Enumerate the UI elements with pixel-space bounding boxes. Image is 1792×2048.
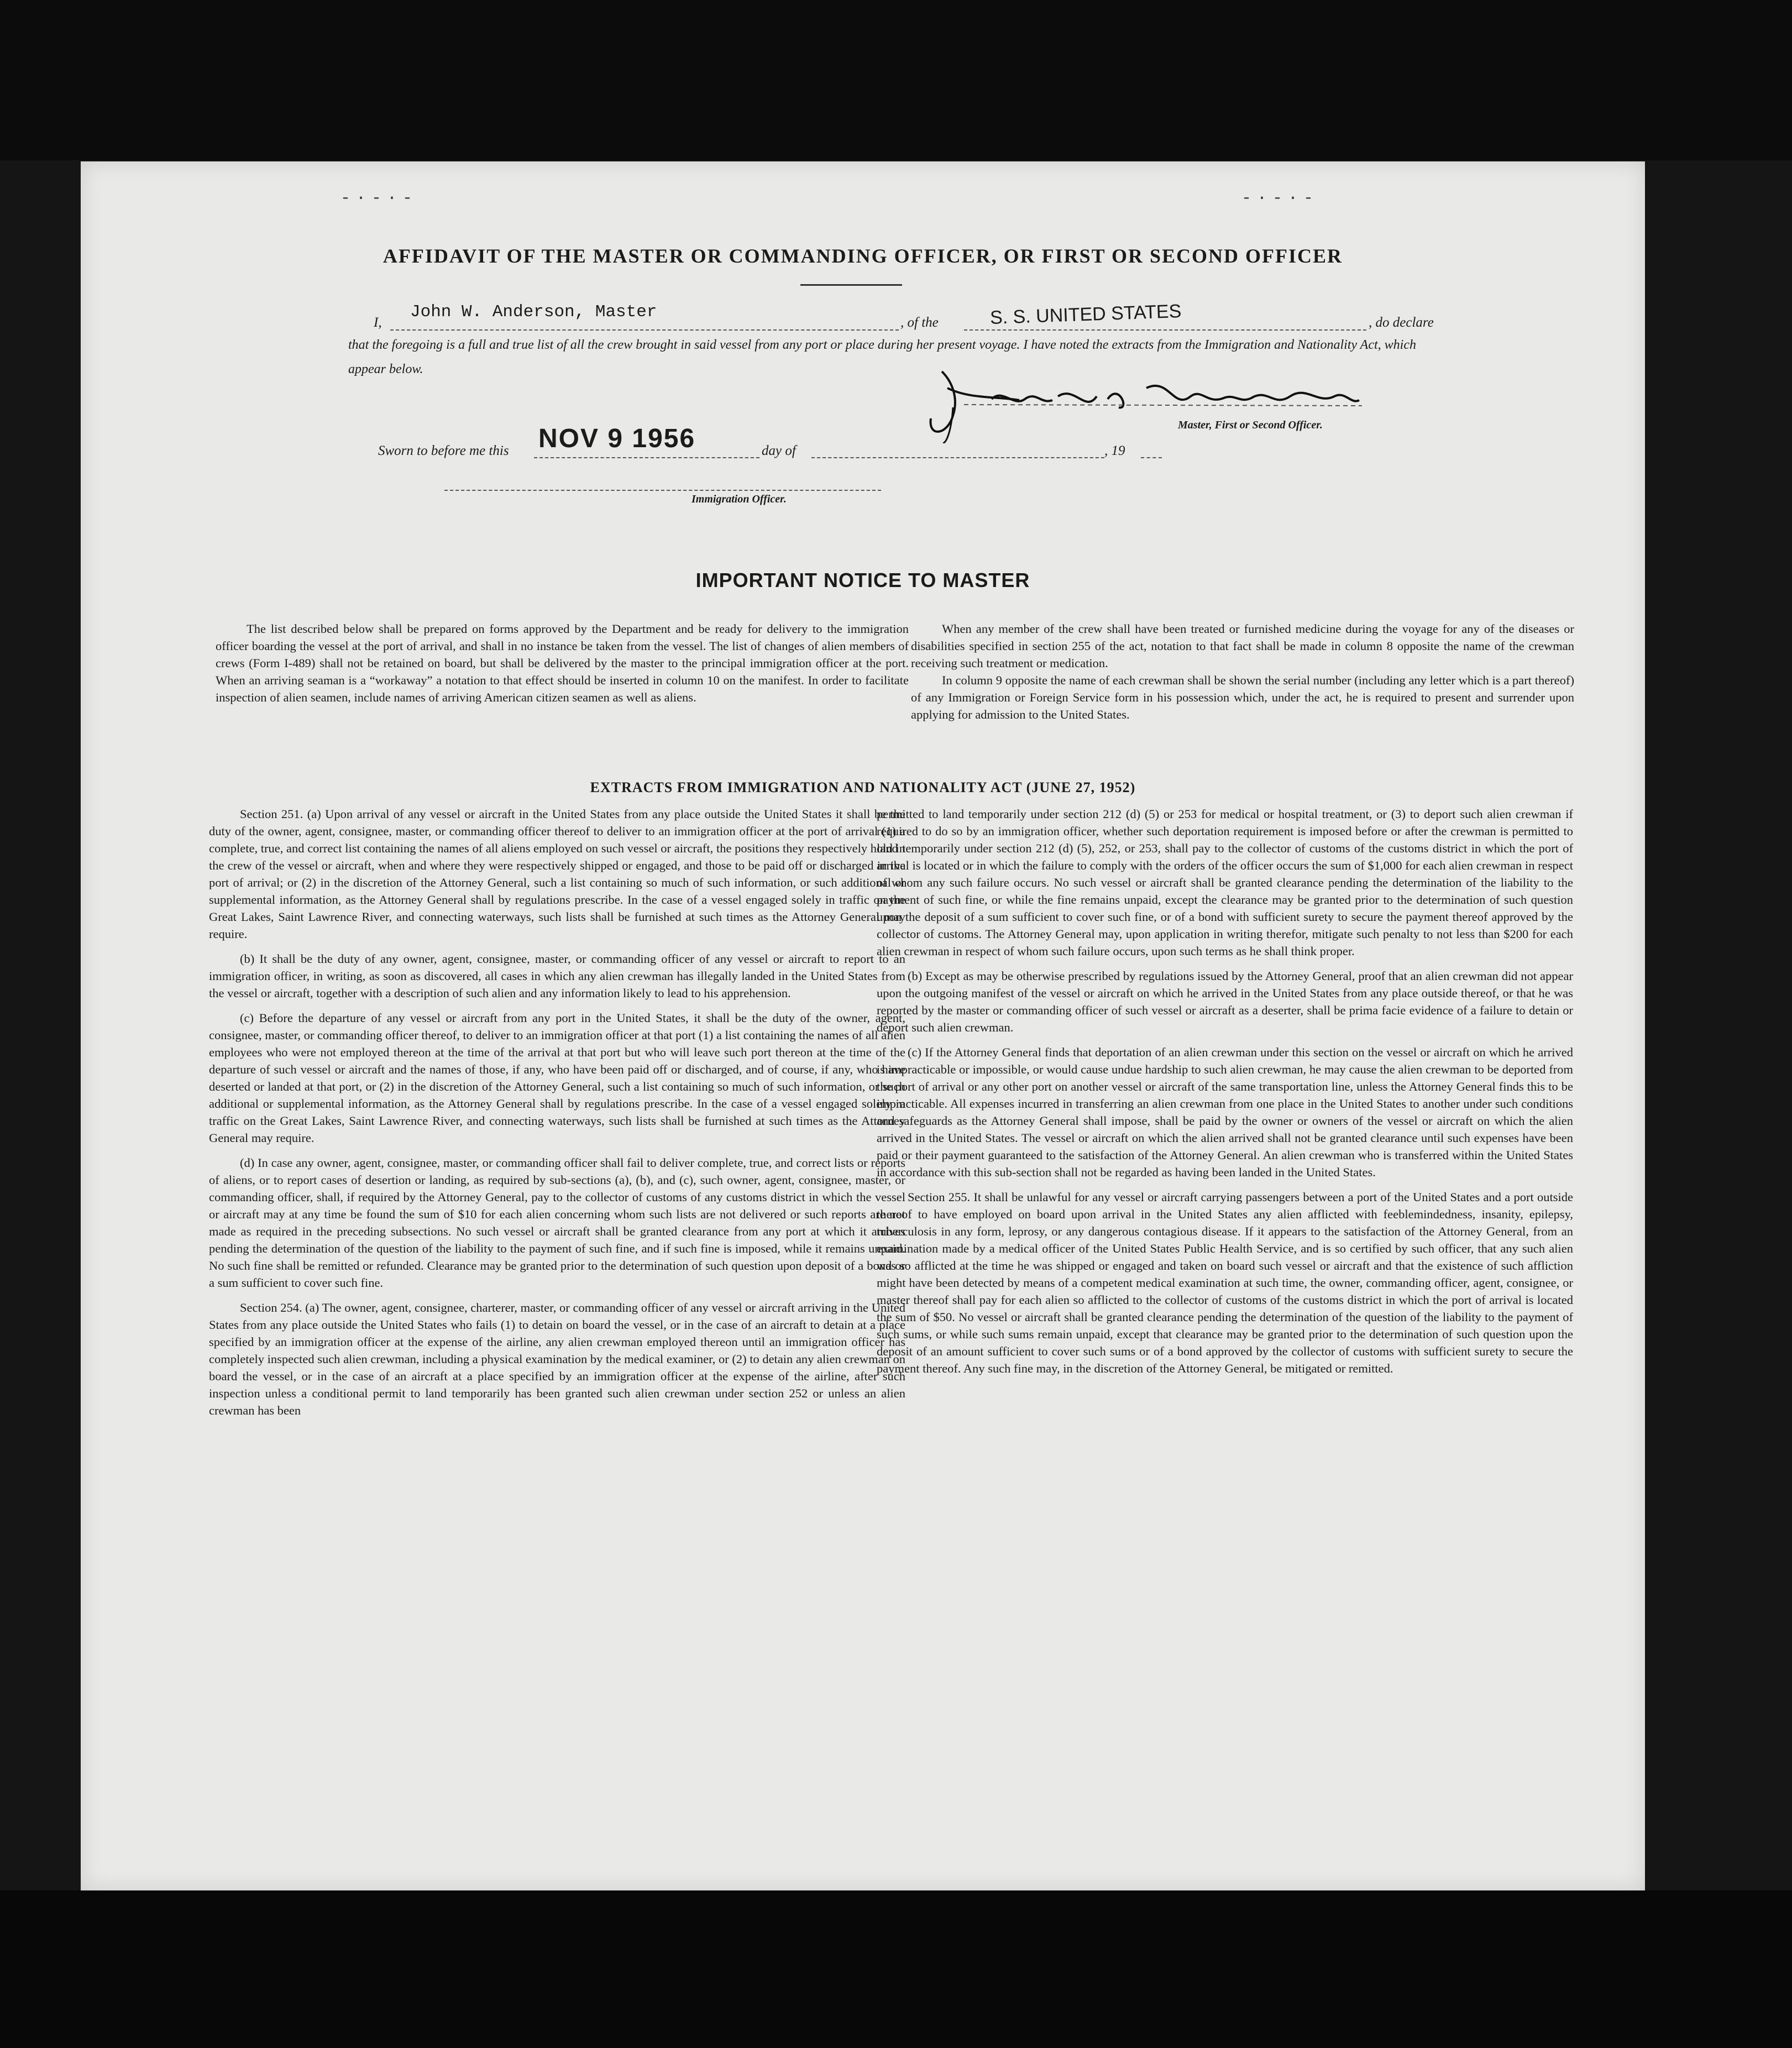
section-251-b: (b) It shall be the duty of any owner, agent, consignee, master, or commanding officer of any vessel or aircraft to report to an immigration officer, in writing, as soon as discovered, all cases in which any alien crewman has illegally landed in the United States from the vessel or aircraft, together with a description of such alien and any information likely to lead to his apprehension. (209, 952, 905, 1000)
notice-paragraph: The list described below shall be prepared on forms approved by the Department and be ready for delivery to the immigration officer boarding the vessel at the port of arrival, and shall in no instance be taken from the vessel. The list of changes of alien members of crews (Form I-489) shall not be retained on board, but shall be delivered by the master to the principal immigration officer at the port. When an arriving seaman is a “workaway” a notation to that effect should be inserted in column 10 on the manifest. In order to facilitate inspection of alien seamen, include names of arriving American citizen seamen as well as aliens. (216, 622, 909, 704)
notice-title: IMPORTANT NOTICE TO MASTER (695, 569, 1030, 591)
year-fill-line (1141, 457, 1162, 458)
section-254-c: (c) If the Attorney General finds that deportation of an alien crewman under this section on the vessel or aircraft on which he arrived is impracticable or impossible, or would cause undue hardship to such alien crewman, he may cause the alien crewman to be deported from the port of arrival or any other port on another vessel or aircraft of the same transportation line, unless the Attorney General finds this to be impracticable. All expenses incurred in transferring an alien crewman from one place in the United States to another under such conditions and safeguards as the Attorney General shall impose, shall be paid by the owner or owners of the vessel or aircraft on which the alien arrived in the United States. The vessel or aircraft on which the alien arrived shall not be granted clearance until such expenses have been paid or their payment guaranteed to the satisfaction of the Attorney General. An alien crewman who is transferred within the United States in accordance with this sub-section shall not be regarded as having been landed in the United States. (877, 1045, 1573, 1179)
section-251-c: (c) Before the departure of any vessel or aircraft from any port in the United States, it shall be the duty of the owner, agent, consignee, master, or commanding officer thereof, to deliver to an immigration officer at that port (1) a list containing the names of all alien employees who were not employed thereon at the time of the arrival at that port but who will leave such port thereon at the time of the departure of such vessel or aircraft and the names of those, if any, who have been paid off or discharged, and of course, if any, who have deserted or landed at that port, or (2) in the discretion of the Attorney General, such a list containing so much of such information, or such additional or supplemental information, as the Attorney General shall by regulations prescribe. In the case of a vessel engaged solely in traffic on the Great Lakes, Saint Lawrence River, and connecting waterways, such lists shall be furnished at such times as the Attorney General may require. (209, 1011, 905, 1145)
corner-mark-right: -·-·- (1241, 189, 1319, 208)
sworn-day-fill-line (534, 457, 759, 458)
do-declare-label: , do declare (1369, 315, 1434, 330)
affidavit-title: AFFIDAVIT OF THE MASTER OR COMMANDING OFFICER, OR FIRST OR SECOND OFFICER (382, 245, 1343, 267)
section-254-a-continued: permitted to land temporarily under section 212 (d) (5) or 253 for medical or hospital treatment, or (3) to deport such alien crewman if required to do so by an immigration officer, whether such deportation requirement is imposed before or after the crewman is permitted to land temporarily under section 212 (d) (5), 252, or 253, shall pay to the collector of customs of the customs district in which the port of arrival is located or in which the failure to comply with the orders of the officer occurs the sum of $1,000 for each alien crewman in respect of whom any such failure occurs. No such vessel or aircraft shall be granted clearance pending the determination of the liability to the payment of such fine, or while the fine remains unpaid, except the clearance may be granted prior to the determination of such question upon the deposit of a sum sufficient to cover such fine, or of a bond with sufficient surety to secure the payment thereof approved by the collector of customs. The Attorney General may, upon application in writing therefor, mitigate such penalty to not less than $200 for each alien crewman in respect of whom such failure occurs, upon such terms as he shall think proper. (877, 807, 1573, 958)
officer-caption: Immigration Officer. (691, 493, 787, 505)
vessel-fill-line (964, 329, 1366, 331)
name-fill-line (390, 329, 899, 331)
section-251-d: (d) In case any owner, agent, consignee, master, or commanding officer shall fail to deliver complete, true, and correct lists or reports of aliens, or to report cases of desertion or landing, as required by sub-sections (a), (b), and (c), such owner, agent, consignee, master, or commanding officer, shall, if required by the Attorney General, pay to the collector of customs of any customs district in which the vessel or aircraft may at any time be found the sum of $10 for each alien concerning whom such lists are not delivered or such reports are not made as required in the preceding subsections. No such vessel or aircraft shall be granted clearance from any port at which it arrives pending the determination of the question of the liability to the payment of such fine, and if such fine is imposed, while it remains unpaid. No such fine shall be remitted or refunded. Clearance may be granted prior to the determination of such question upon deposit of a bond or a sum sufficient to cover such fine. (209, 1156, 905, 1290)
section-251-a: Section 251. (a) Upon arrival of any vessel or aircraft in the United States from any place outside the United States it shall be the duty of the owner, agent, consignee, master, or commanding officer thereof to deliver to an immigration officer at the port of arrival (1) a complete, true, and correct list containing the names of all aliens employed on such vessel or aircraft, the positions they respectively hold in the crew of the vessel or aircraft, when and where they were respectively shipped or engaged, and those to be paid off or discharged in the port of arrival; or (2) in the discretion of the Attorney General, such a list containing so much of such information, or such additional or supplemental information, as the Attorney General shall by regulations prescribe. In the case of a vessel engaged solely in traffic on the Great Lakes, Saint Lawrence River, and connecting waterways, such lists shall be furnished at such times as the Attorney General may require. (209, 807, 905, 941)
notice-paragraph: When any member of the crew shall have been treated or furnished medicine during the voyage for any of the diseases or disabilities specified in section 255 of the act, notation to that fact shall be made in column 8 opposite the name of the crewman receiving such treatment or medication. (911, 622, 1574, 670)
sworn-label: Sworn to before me this (378, 443, 509, 458)
month-fill-line (811, 457, 1104, 458)
vessel-name: S. S. UNITED STATES (989, 300, 1182, 329)
notice-paragraph: In column 9 opposite the name of each crewman shall be shown the serial number (including any letter which is a part thereof) of any Immigration or Foreign Service form in his possession which, under the act, he is required to present and surrender upon applying for admission to the United States. (911, 673, 1574, 721)
extracts-left-column (209, 805, 905, 1427)
day-of-label: day of (762, 443, 796, 458)
notice-left-column (216, 620, 909, 706)
officer-signature-line (444, 490, 881, 491)
notice-right-column (911, 620, 1574, 723)
signature-caption: Master, First or Second Officer. (1178, 419, 1323, 431)
scan-border-top (0, 0, 1792, 160)
title-divider (800, 284, 902, 286)
affidavit-page (81, 161, 1645, 1890)
section-254-b: (b) Except as may be otherwise prescribed by regulations issued by the Attorney General, proof that an alien crewman did not appear upon the outgoing manifest of the vessel or aircraft on which he arrived in the United States from any place outside thereof, or that he was reported by the master or commanding officer of such vessel or aircraft as a deserter, shall be prima facie evidence of a failure to detain or deport such alien crewman. (877, 969, 1573, 1034)
master-signature (909, 366, 1373, 443)
year-label: , 19 (1104, 443, 1125, 458)
of-the-label: , of the (900, 315, 939, 330)
extracts-right-column (877, 805, 1573, 1385)
master-name: John W. Anderson, Master (410, 302, 657, 322)
i-label: I, (374, 315, 382, 330)
date-stamp: NOV 9 1956 (538, 424, 696, 453)
declaration-text: that the foregoing is a full and true list of all the crew brought in said vessel from any port or place during her present voyage. I have noted the extracts from the Immigration and Nationality Act, which appear below. (348, 338, 1416, 376)
corner-mark-left: -·-·- (340, 189, 418, 208)
scan-border-bottom (0, 1890, 1792, 2048)
section-254-a: Section 254. (a) The owner, agent, consignee, charterer, master, or commanding officer of any vessel or aircraft arriving in the United States from any place outside the United States who fails (1) to detain on board the vessel, or in the case of an aircraft to detain at a place specified by an immigration officer at the expense of the airline, any alien crewman employed thereon until an immigration officer has completely inspected such alien crewman, including a physical examination by the medical examiner, or (2) to detain any alien crewman on board the vessel, or in the case of an aircraft at a place specified by an immigration officer at the expense of the airline, after such inspection unless a conditional permit to land temporarily has been granted such alien crewman under section 252 or unless an alien crewman has been (209, 1301, 905, 1417)
section-255: Section 255. It shall be unlawful for any vessel or aircraft carrying passengers between a port of the United States and a port outside thereof to have employed on board upon arrival in the United States any alien afflicted with feeblemindedness, insanity, epilepsy, tuberculosis in any form, leprosy, or any dangerous contagious disease. If it appears to the satisfaction of the Attorney General, from an examination made by a medical officer of the United States Public Health Service, and is so certified by such officer, that any such alien was so afflicted at the time he was shipped or engaged and taken on board such vessel or aircraft and that the existence of such affliction might have been detected by means of a competent medical examination at such time, the owner, commanding officer, agent, consignee, or master thereof shall pay for each alien so afflicted to the collector of customs of the customs district in which the port of arrival is located the sum of $50. No vessel or aircraft shall be granted clearance pending the determination of the question of the liability to the payment of such sums, or while such sums remain unpaid, except that clearance may be granted prior to the determination of such question upon the deposit of an amount sufficient to cover such sums or of a bond approved by the collector of customs with sufficient surety to secure the payment thereof. Any such fine may, in the discretion of the Attorney General, be mitigated or remitted. (877, 1190, 1573, 1375)
extracts-title: EXTRACTS FROM IMMIGRATION AND NATIONALITY ACT (JUNE 27, 1952) (590, 779, 1136, 795)
